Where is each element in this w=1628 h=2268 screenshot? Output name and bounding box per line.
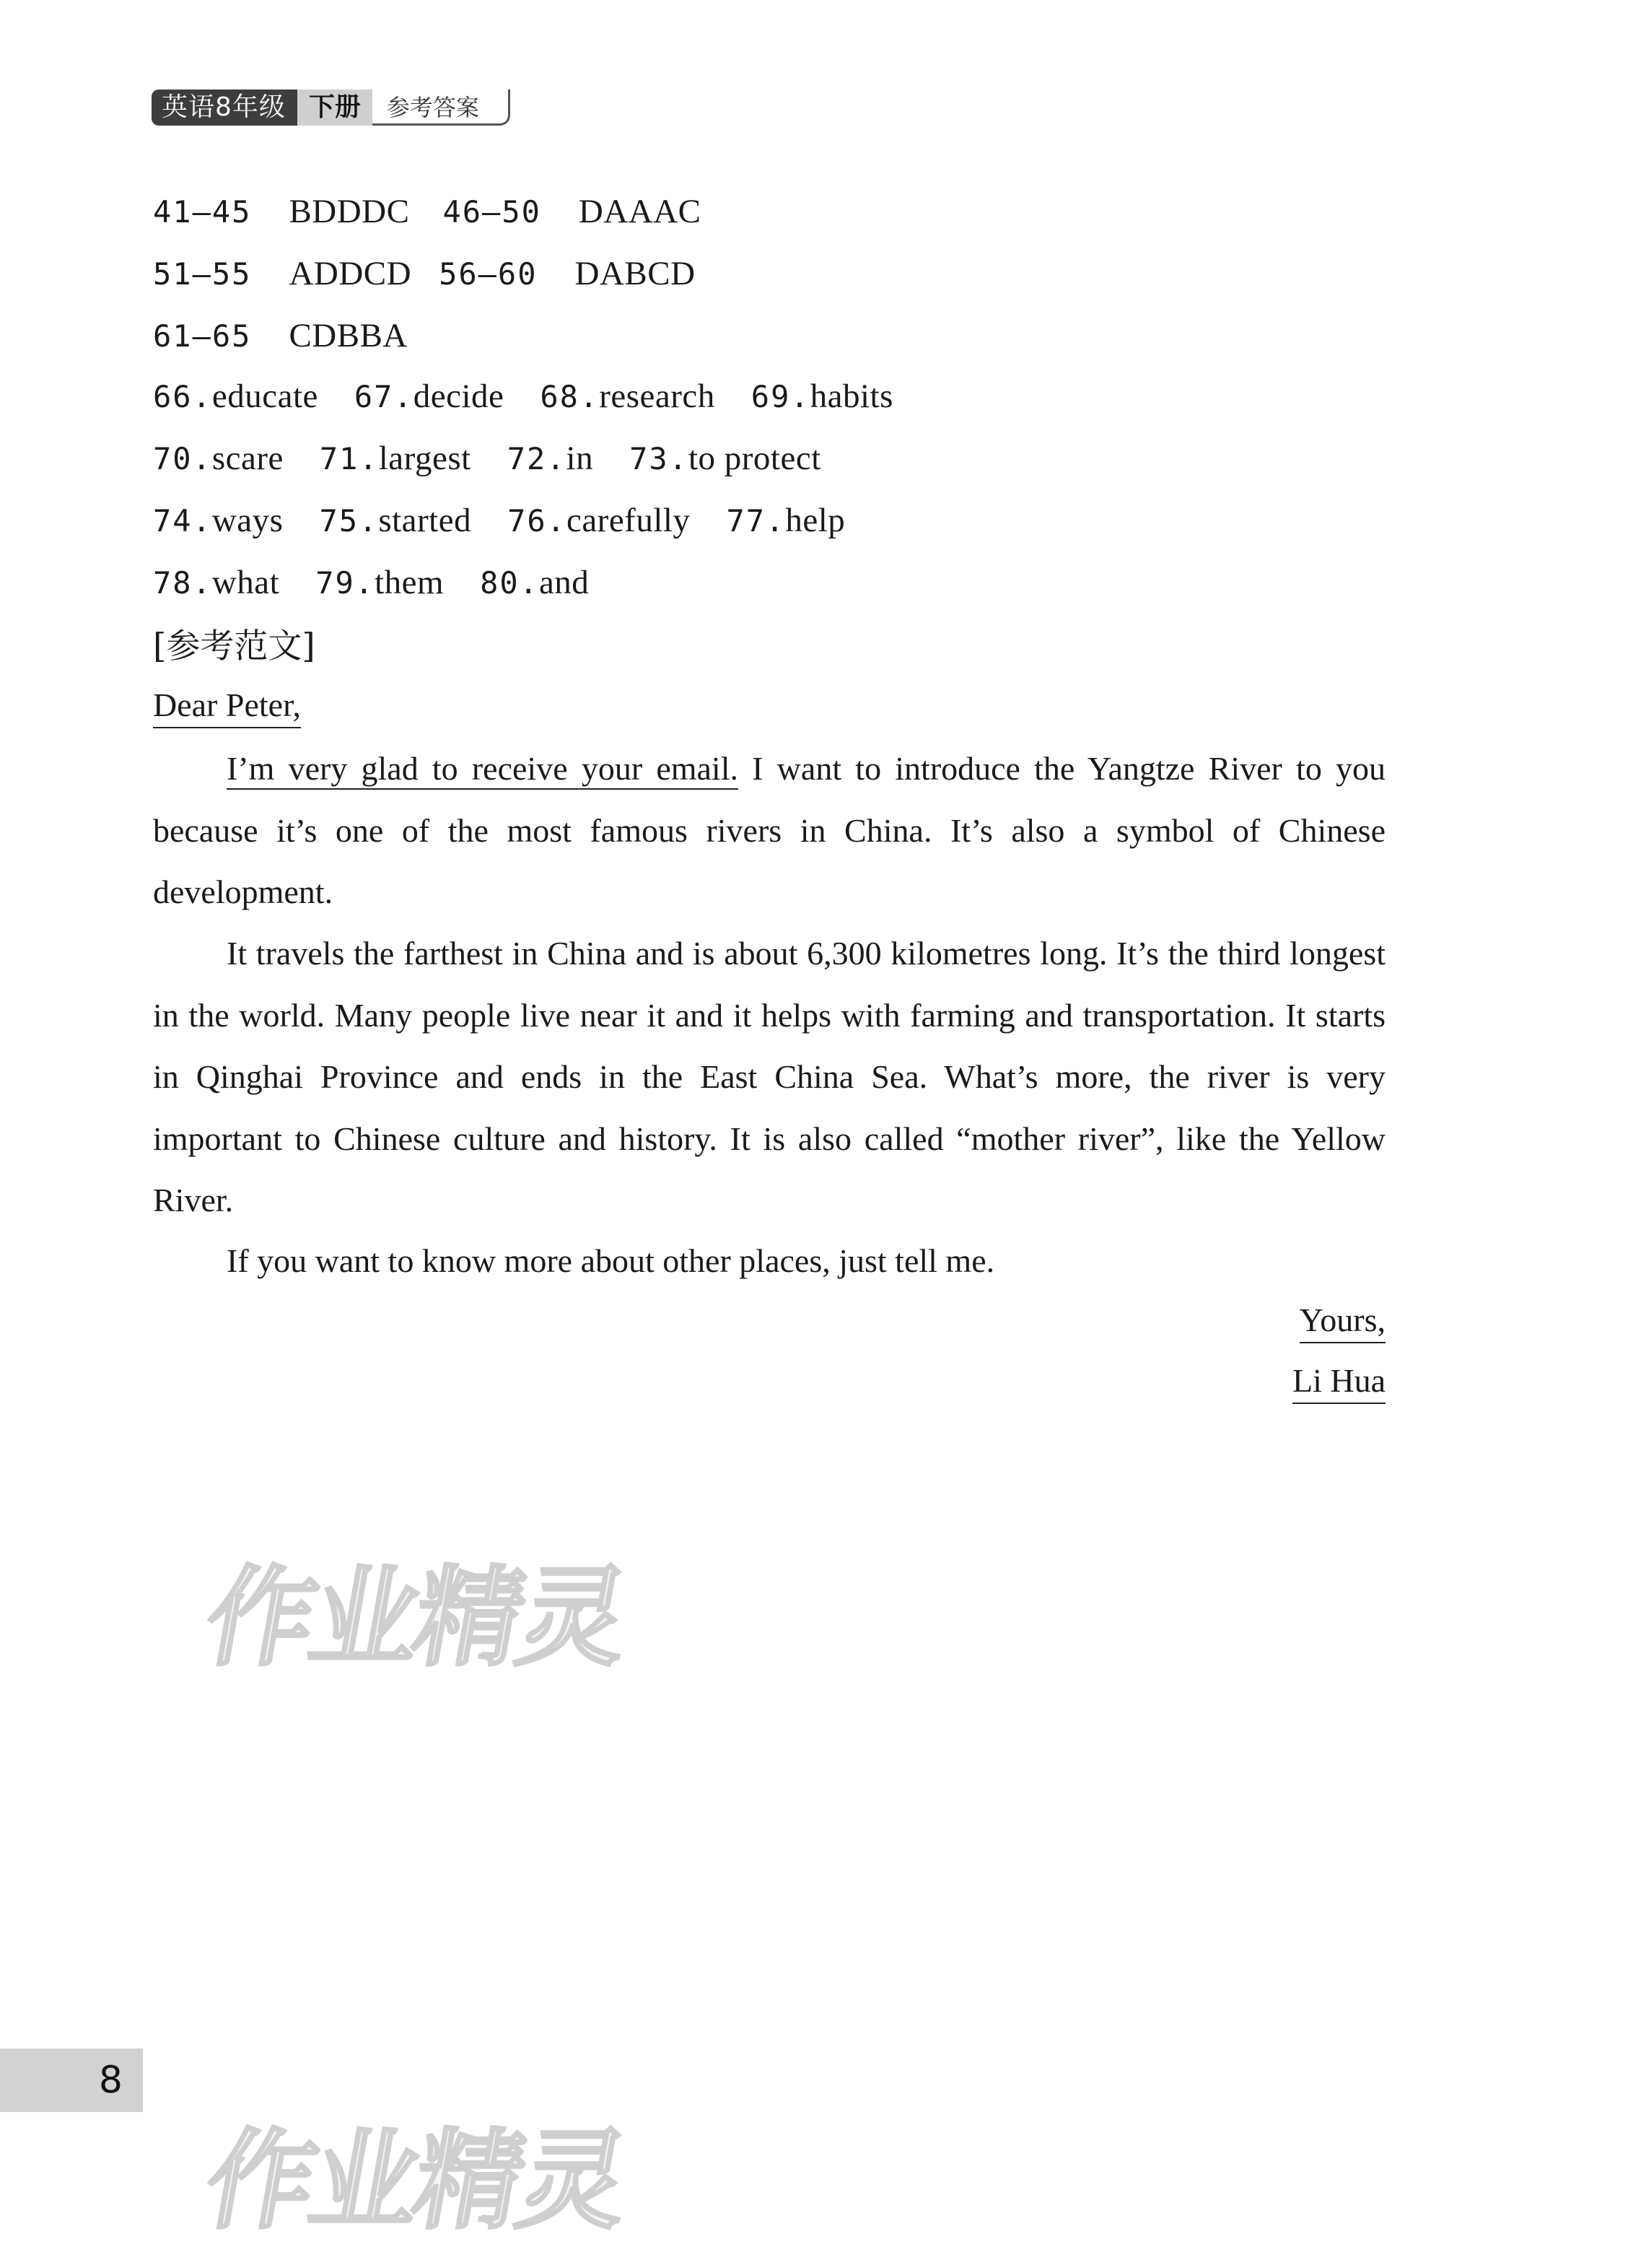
- section-label: 参考答案: [372, 90, 510, 126]
- answer-num: 71.: [319, 441, 379, 476]
- answer-num: 80.: [480, 565, 539, 601]
- answer-word: what: [211, 564, 280, 601]
- essay-paragraph: [153, 738, 1386, 923]
- answer-range: 61—65: [153, 318, 252, 354]
- answer-value: CDBBA: [289, 317, 408, 354]
- watermark-logo: 作业精灵: [196, 1556, 634, 1681]
- answer-num: 75.: [319, 503, 379, 538]
- answer-word: habits: [810, 378, 893, 415]
- page-header: [152, 90, 510, 126]
- answer-value: ADDCD: [289, 255, 412, 292]
- answer-num: 67.: [354, 379, 413, 414]
- answer-word: carefully: [566, 502, 691, 539]
- volume-label: 下册: [297, 90, 372, 126]
- answer-row: [153, 439, 821, 478]
- answer-num: 69.: [750, 379, 810, 414]
- answer-num: 66.: [153, 379, 212, 414]
- answer-word: educate: [211, 378, 318, 415]
- answer-word: largest: [378, 440, 471, 477]
- answer-row: [153, 501, 845, 540]
- essay-paragraph: If you want to know more about other places, just tell me.: [227, 1242, 995, 1279]
- answer-row: [153, 316, 408, 355]
- answer-range: 41—45: [153, 194, 252, 230]
- answer-value: DAAAC: [578, 193, 701, 230]
- answer-num: 78.: [153, 565, 212, 601]
- answer-word: scare: [211, 440, 284, 477]
- paragraph-text: I want to introduce the Yangtze River to you because it’s one of the most famous rivers in China. It’s also a symbol of Chinese development.: [153, 750, 1386, 910]
- answer-num: 77.: [726, 503, 786, 538]
- answer-word: started: [378, 502, 472, 539]
- salutation: Dear Peter,: [153, 686, 301, 728]
- answer-value: BDDDC: [289, 193, 410, 230]
- answer-num: 72.: [507, 441, 566, 476]
- answer-num: 79.: [315, 565, 375, 601]
- answer-word: research: [599, 378, 715, 415]
- answer-value: DABCD: [574, 255, 696, 292]
- answer-num: 68.: [540, 379, 600, 414]
- answer-range: 46—50: [442, 194, 541, 230]
- answer-row: [153, 192, 701, 231]
- closing: Yours,: [1300, 1301, 1386, 1343]
- underlined-sentence: I’m very glad to receive your email.: [227, 750, 738, 790]
- answer-word: ways: [211, 502, 284, 539]
- answer-num: 70.: [153, 441, 212, 476]
- answer-num: 76.: [507, 503, 566, 538]
- answer-range: 51—55: [153, 256, 252, 292]
- answer-row: [153, 254, 696, 293]
- answer-word: them: [375, 564, 445, 601]
- answer-word: in: [566, 440, 594, 477]
- signature: Li Hua: [1292, 1361, 1386, 1404]
- answer-range: 56—60: [439, 256, 538, 292]
- answer-num: 74.: [153, 503, 212, 538]
- answer-row: [153, 563, 589, 602]
- answer-word: decide: [413, 378, 504, 415]
- essay-paragraph: It travels the farthest in China and is about 6,300 kilometres long. It’s the third longest in the world. Many people live near it and it helps with farming and transportation. It starts in Qinghai Province and ends in the East China Sea. What’s more, the river is very important to Chinese culture and history. It is also called “mother river”, like the Yellow River.: [153, 935, 1386, 1218]
- subject-grade-label: 英语8年级: [152, 90, 297, 126]
- answer-word: to protect: [688, 440, 821, 477]
- answer-num: 73.: [629, 441, 688, 476]
- answer-row: [153, 377, 893, 416]
- answer-word: help: [785, 502, 846, 539]
- page-number: 8: [0, 2049, 143, 2112]
- watermark-logo: 作业精灵: [196, 2119, 634, 2244]
- model-essay-label: [参考范文]: [153, 627, 315, 666]
- answer-word: and: [538, 564, 590, 601]
